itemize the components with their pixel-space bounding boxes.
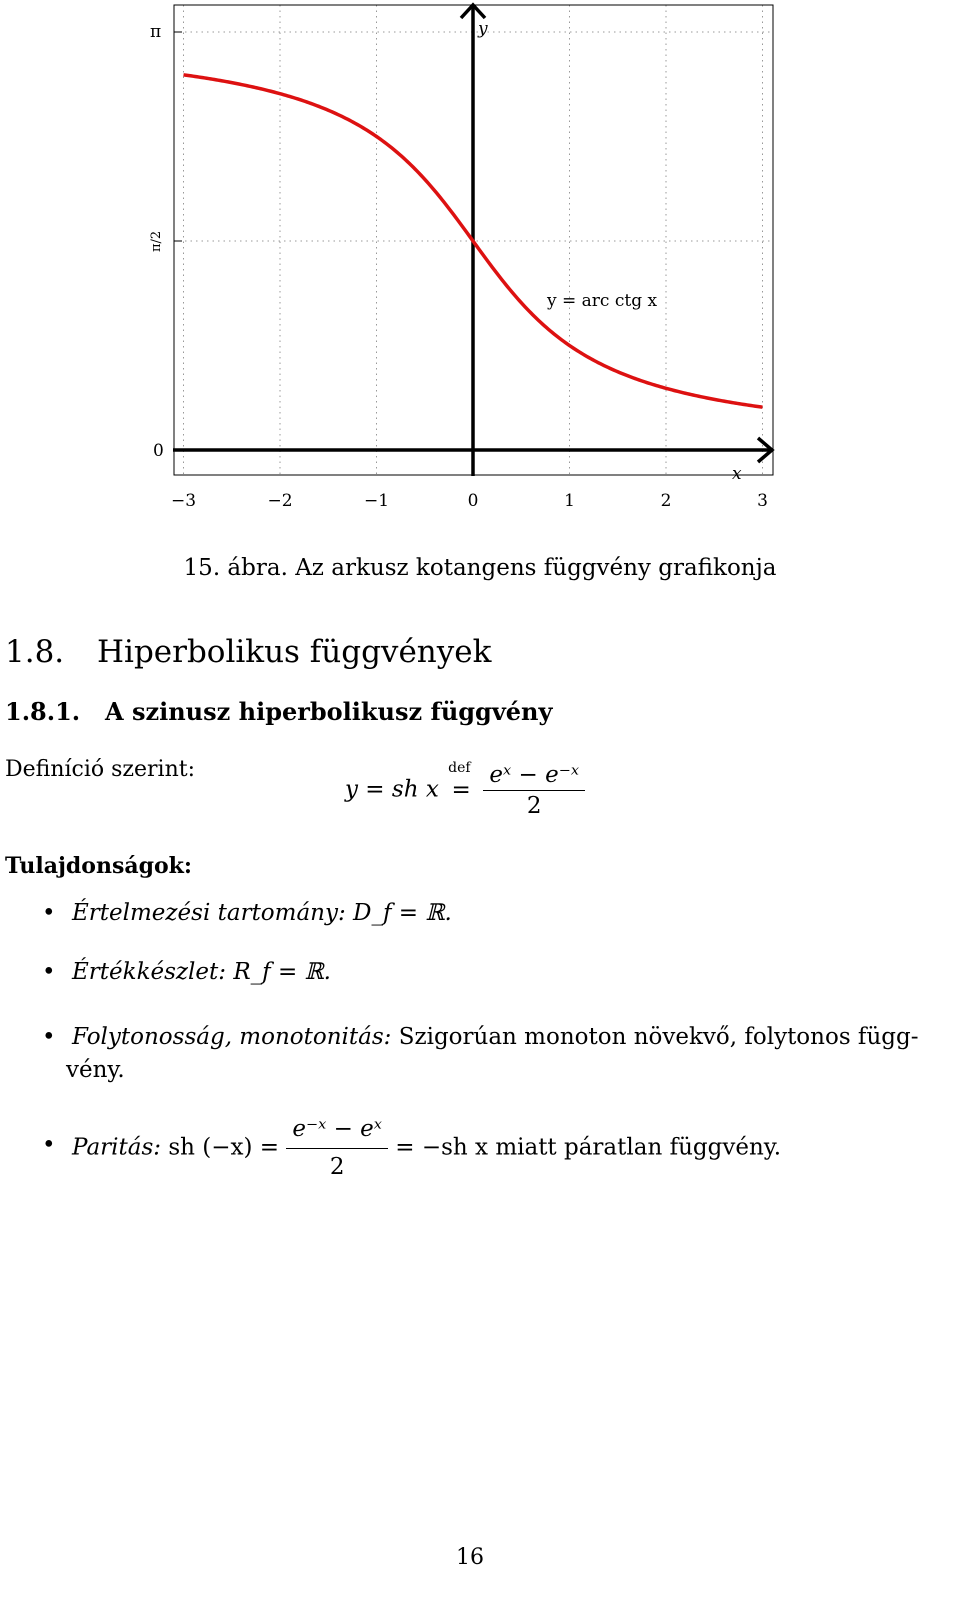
- parity-denominator: 2: [329, 1154, 345, 1180]
- page-number: 16: [456, 1545, 484, 1570]
- bullet-icon: •: [42, 959, 56, 985]
- x-tick-label: −1: [363, 491, 390, 511]
- bullet-icon: •: [42, 900, 56, 926]
- parity-fraction: [286, 1113, 388, 1184]
- property-continuity: [42, 1021, 942, 1087]
- properties-label: Tulajdonságok:: [5, 853, 193, 879]
- arccot-graph: [0, 0, 960, 530]
- x-tick-labels: [171, 491, 768, 511]
- definition-numerator: eˣ − e⁻ˣ: [483, 762, 585, 791]
- property-range: [42, 956, 331, 989]
- x-tick-label: 0: [467, 491, 479, 511]
- property-label: Paritás:: [72, 1134, 162, 1161]
- x-tick-label: 3: [757, 491, 768, 511]
- figure-caption: 15. ábra. Az arkusz kotangens függvény grafikonja: [183, 555, 777, 581]
- y-tick-label-pi: π: [150, 22, 162, 42]
- property-domain: [42, 897, 452, 930]
- parity-rhs: = −sh x miatt páratlan függvény.: [395, 1134, 782, 1161]
- property-parity: [42, 1113, 782, 1184]
- property-continuation: vény.: [66, 1057, 125, 1083]
- y-axis-label: y: [478, 19, 488, 39]
- parity-lhs: sh (−x) =: [168, 1134, 280, 1161]
- x-tick-label: −2: [267, 491, 293, 511]
- section-heading: Hiperbolikus függvények: [97, 634, 492, 670]
- section-title: [5, 634, 491, 670]
- y-tick-label-zero: 0: [153, 441, 164, 461]
- definition-denominator: 2: [526, 793, 542, 819]
- def-mark: def: [448, 759, 471, 776]
- property-label: Folytonosság, monotonitás:: [72, 1024, 392, 1050]
- subsection-number: 1.8.1.: [5, 697, 81, 726]
- x-tick-label: −3: [170, 491, 197, 511]
- definition-fraction: [483, 762, 585, 819]
- section-number: 1.8.: [5, 634, 65, 670]
- property-value: D_f = ℝ.: [353, 900, 452, 926]
- property-value: R_f = ℝ.: [233, 959, 331, 985]
- bullet-icon: •: [42, 1132, 56, 1158]
- subsection-heading: A szinusz hiperbolikusz függvény: [105, 697, 553, 726]
- property-label: Értelmezési tartomány:: [72, 900, 346, 926]
- bullet-icon: •: [42, 1024, 56, 1050]
- curve-label: y = arc ctg x: [547, 291, 658, 311]
- subsection-title: [5, 697, 552, 726]
- property-value: Szigorúan monoton növekvő, folytonos függ-: [398, 1024, 919, 1050]
- def-equals: def =: [448, 759, 471, 803]
- definition-lhs: y = sh x: [345, 776, 439, 803]
- x-tick-label: 1: [564, 491, 575, 511]
- x-tick-label: 2: [660, 491, 672, 511]
- x-axis-label: x: [732, 464, 742, 484]
- definition-label: Definíció szerint:: [5, 757, 196, 782]
- y-tick-label-half-pi: π/2: [149, 230, 164, 252]
- parity-numerator: e⁻ˣ − eˣ: [286, 1113, 388, 1149]
- property-label: Értékkészlet:: [72, 959, 227, 985]
- definition-formula: [345, 759, 585, 819]
